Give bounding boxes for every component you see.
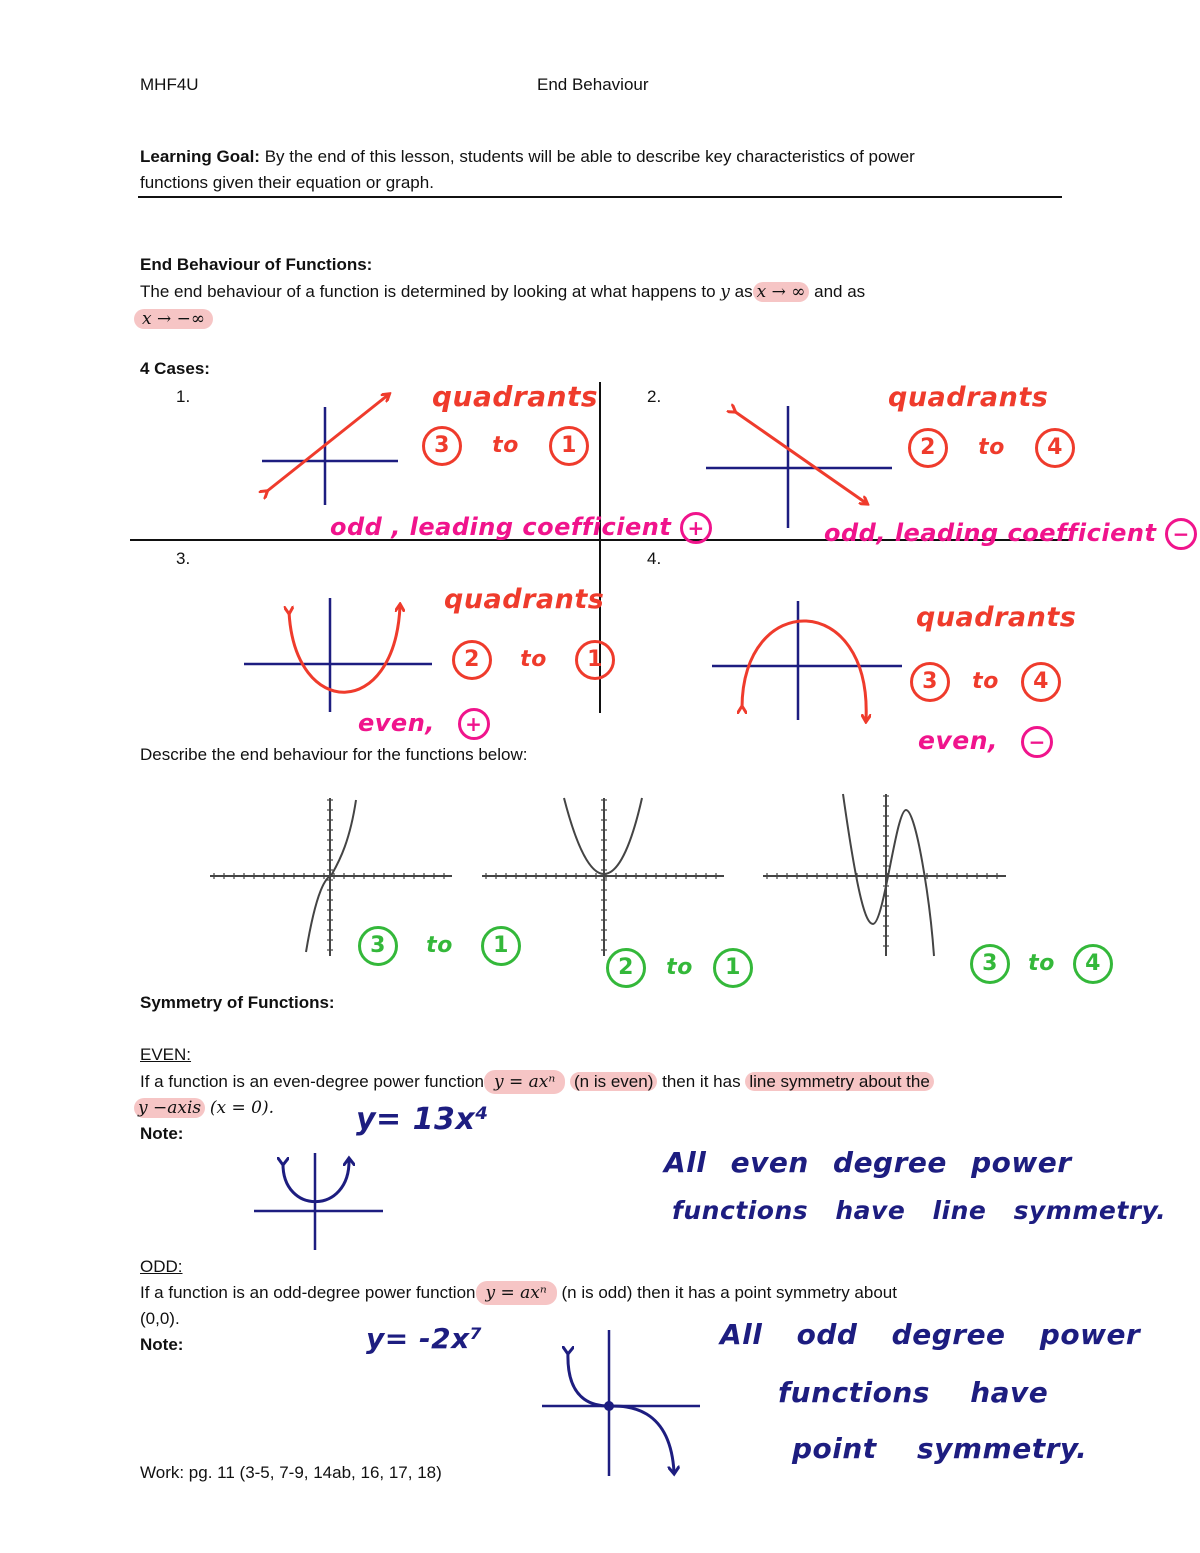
case-3-note: even, + <box>358 708 490 740</box>
even-hw-line2: functions have line symmetry. <box>672 1196 1167 1225</box>
odd-hw-line1: All odd degree power <box>720 1318 1141 1351</box>
even-example-equation: y= 13x⁴ <box>356 1102 489 1137</box>
odd-example-equation: y= -2x⁷ <box>366 1322 483 1355</box>
describe-answer-3: 3 to 4 <box>970 944 1113 984</box>
even-label: EVEN: <box>140 1045 192 1064</box>
case-4-quadrant-answer: 3 to 4 <box>910 662 1061 702</box>
cases-heading: 4 Cases: <box>140 359 210 378</box>
x-to-infinity: x → ∞ <box>753 282 810 302</box>
case-2-graph <box>706 406 892 528</box>
case-1-quadrant-answer: 3 to 1 <box>422 426 589 466</box>
even-highlight: line symmetry about the <box>745 1072 933 1091</box>
case-1-number: 1. <box>176 387 191 406</box>
course-code: MHF4U <box>140 75 199 94</box>
odd-note-label: Note: <box>140 1335 184 1354</box>
odd-hw-line2: functions have <box>778 1376 1049 1409</box>
case-4-graph <box>712 601 902 720</box>
odd-equation: y = axⁿ <box>476 1281 557 1305</box>
as-word: as <box>734 282 753 301</box>
odd-example-graph <box>542 1330 700 1476</box>
even-note-label: Note: <box>140 1124 184 1143</box>
case-4-number: 4. <box>647 549 662 568</box>
case-3-graph <box>244 598 432 712</box>
odd-hw-line3: point symmetry. <box>792 1432 1088 1465</box>
work-assignment: Work: pg. 11 (3-5, 7-9, 14ab, 16, 17, 18) <box>140 1463 442 1482</box>
odd-label: ODD: <box>140 1257 183 1276</box>
end-behaviour-text: The end behaviour of a function is determined by looking at what happens to <box>140 282 716 301</box>
learning-goal-label: Learning Goal: <box>140 147 260 166</box>
case-1-graph <box>262 395 398 505</box>
case-4-quadrants: quadrants <box>916 602 1077 633</box>
end-behaviour-heading: End Behaviour of Functions: <box>140 255 373 274</box>
even-axis: y −axis <box>134 1098 205 1118</box>
even-definition-line1: If a function is an even-degree power function y = axⁿ (n is even) then it has line symmetry about the <box>140 1071 934 1093</box>
x-to-neg-infinity: x → −∞ <box>134 309 213 329</box>
case-3-quadrants: quadrants <box>444 584 605 615</box>
describe-graph-3 <box>763 794 1006 956</box>
case-3-number: 3. <box>176 549 191 568</box>
and-as: and as <box>814 282 866 301</box>
describe-answer-1: 3 to 1 <box>358 926 521 966</box>
even-example-graph <box>254 1153 383 1250</box>
case-4-note: even, − <box>918 726 1053 758</box>
case-1-quadrants: quadrants <box>432 380 599 413</box>
case-2-quadrant-answer: 2 to 4 <box>908 428 1075 468</box>
case-3-quadrant-answer: 2 to 1 <box>452 640 615 680</box>
describe-prompt: Describe the end behaviour for the functions below: <box>140 745 528 764</box>
learning-goal-text: By the end of this lesson, students will be able to describe key characteristics of power <box>264 147 915 166</box>
odd-origin: (0,0). <box>140 1309 180 1328</box>
even-condition: (n is even) <box>570 1072 657 1091</box>
symmetry-heading: Symmetry of Functions: <box>140 993 335 1012</box>
case-2-note: odd, leading coefficient − <box>824 518 1197 550</box>
even-equation: y = axⁿ <box>484 1070 565 1094</box>
even-hw-line1: All even degree power <box>664 1146 1072 1179</box>
even-definition-line2: y −axis (x = 0). <box>134 1097 274 1119</box>
page-title: End Behaviour <box>537 75 649 94</box>
case-2-number: 2. <box>647 387 662 406</box>
case-2-quadrants: quadrants <box>888 382 1049 413</box>
describe-answer-2: 2 to 1 <box>606 948 753 988</box>
var-y: y <box>720 282 730 302</box>
learning-goal-line2: functions given their equation or graph. <box>140 173 434 192</box>
case-1-note: odd , leading coefficient + <box>330 512 712 544</box>
odd-definition-line1: If a function is an odd-degree power function y = axⁿ (n is odd) then it has a point symmetry about <box>140 1283 897 1303</box>
